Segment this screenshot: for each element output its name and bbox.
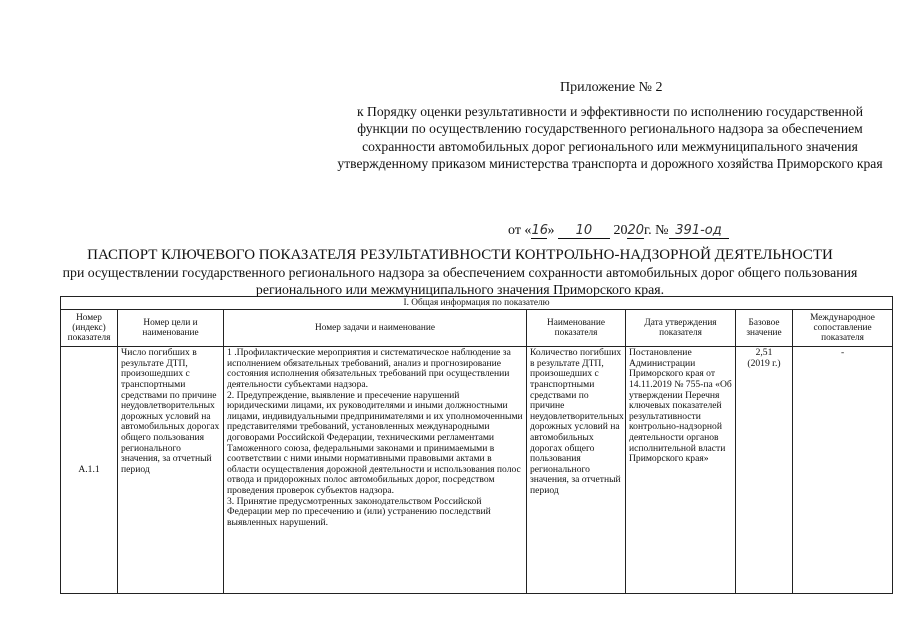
cell-index: А.1.1 — [61, 347, 118, 594]
header-approval-date: Дата утверждения показателя — [626, 310, 736, 347]
section-title: I. Общая информация по показателю — [61, 297, 893, 310]
table-row — [61, 347, 893, 594]
section-row — [61, 297, 893, 310]
base-value: 2,51 — [755, 347, 773, 359]
order-year-hand: 20 — [627, 223, 644, 238]
base-year: (2019 г.) — [747, 357, 781, 369]
order-number: 391-од — [669, 224, 729, 239]
header-indicator: Наименование показателя — [527, 310, 626, 347]
appendix-title: Приложение № 2 — [560, 80, 663, 95]
cell-approval: Постановление Администрации Приморского края от 14.11.2019 № 755-па «Об утверждении Перечня ключевых показателей результативности контрольно-надзорной деятельности органов исполнительной власти Приморского края» — [626, 347, 736, 594]
order-day: 16 — [531, 223, 548, 238]
cell-tasks — [224, 347, 527, 594]
cell-base — [736, 347, 793, 594]
header-goal: Номер цели и наименование — [118, 310, 224, 347]
order-year-prefix: 20 — [613, 223, 628, 238]
header-task: Номер задачи и наименование — [224, 310, 527, 347]
task-1: 1 .Профилактические мероприятия и систематическое наблюдение за исполнением обязательных требований, анализ и прогнозирование состояния исполнения обязательных требований при осуществлении деятельности субъектами надзора. — [227, 347, 511, 390]
passport-subtitle: при осуществлении государственного регионального надзора за обеспечением сохранности автомобильных дорог общего пользования регионального или межмуниципального значения Приморского края. — [62, 265, 858, 297]
order-prefix: от « — [508, 223, 532, 238]
task-3: 3. Принятие предусмотренных законодательством Российской Федерации мер по пресечению и (или) устранению последствий выявленных нарушений. — [227, 495, 491, 528]
order-month: 10 — [558, 224, 610, 239]
passport-title: ПАСПОРТ КЛЮЧЕВОГО ПОКАЗАТЕЛЯ РЕЗУЛЬТАТИВНОСТИ КОНТРОЛЬНО-НАДЗОРНОЙ ДЕЯТЕЛЬНОСТИ — [87, 247, 833, 263]
indicator-table — [60, 296, 893, 594]
header-row — [61, 310, 893, 347]
task-2: 2. Предупреждение, выявление и пресечение нарушений юридическими лицами, их руководителями и иными должностными лицами, индивидуальными предпринимателями и их уполномоченными представителями требований, установленных международными договорами Российской Федерации, техническими регламентами Таможенного союза, федеральными законами и принимаемыми в соответствии с ними иными нормативными правовыми актами в области осуществления дорожной деятельности и использования полос отвода и придорожных полос автомобильных дорог, посредством проведения проверок субъектов надзора. — [227, 389, 523, 496]
header-international: Международное сопоставление показателя — [793, 310, 893, 347]
appendix-text: к Порядку оценки результативности и эффективности по исполнению государственной функции по осуществлению государственного регионального надзора за обеспечением сохранности автомобильных дорог регионального или межмуниципального значения утвержденному приказом министерства транспорта и дорожного хозяйства Приморского края — [337, 104, 883, 171]
order-mid: » — [547, 223, 555, 238]
order-line — [508, 223, 729, 239]
cell-goal: Число погибших в результате ДТП, произошедших с транспортными средствами по причине неудовлетворительных дорожных условий на автомобильных дорогах общего пользования регионального значения, за отчетный период — [118, 347, 224, 594]
header-index: Номер (индекс) показателя — [61, 310, 118, 347]
order-year-suffix: г. № — [643, 223, 669, 238]
header-base-value: Базовое значение — [736, 310, 793, 347]
cell-indicator: Количество погибших в результате ДТП, произошедших с транспортными средствами по причине неудовлетворительных дорожных условий на автомобильных дорогах общего пользования регионального значения, за отчетный период — [527, 347, 626, 594]
cell-international: - — [793, 347, 893, 594]
